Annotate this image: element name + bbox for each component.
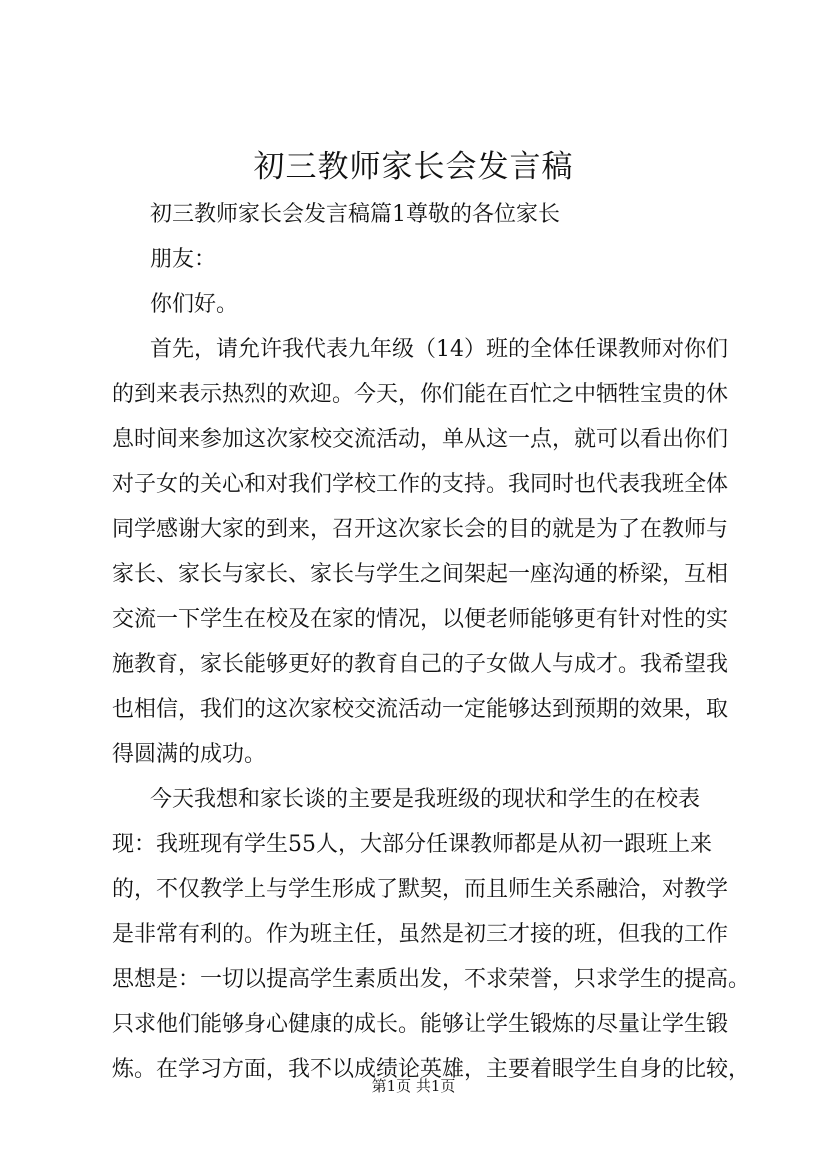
body-line: 得圆满的成功。	[112, 742, 267, 767]
body-line: 的到来表示热烈的欢迎。今天，你们能在百忙之中牺牲宝贵的休	[112, 382, 729, 407]
body-line: 你们好。	[150, 292, 239, 317]
body-line: 息时间来参加这次家校交流活动，单从这一点，就可以看出你们	[112, 427, 729, 452]
body-line: 是非常有利的。作为班主任，虽然是初三才接的班，但我的工作	[112, 922, 729, 947]
body-line: 现：我班现有学生55人，大部分任课教师都是从初一跟班上来	[112, 832, 712, 857]
page-number-footer: 第1页 共1页	[371, 1077, 456, 1095]
body-line: 今天我想和家长谈的主要是我班级的现状和学生的在校表	[150, 787, 701, 812]
body-line: 朋友：	[150, 247, 217, 272]
body-line: 施教育，家长能够更好的教育自己的子女做人与成才。我希望我	[112, 652, 729, 677]
body-line: 首先，请允许我代表九年级（14）班的全体任课教师对你们	[150, 337, 728, 362]
body-line: 也相信，我们的这次家校交流活动一定能够达到预期的效果，取	[112, 697, 729, 722]
body-line: 家长、家长与家长、家长与学生之间架起一座沟通的桥梁，互相	[112, 562, 729, 587]
body-line: 对子女的关心和对我们学校工作的支持。我同时也代表我班全体	[112, 472, 729, 497]
body-line: 的，不仅教学上与学生形成了默契，而且师生关系融洽，对教学	[112, 877, 729, 902]
body-line: 思想是：一切以提高学生素质出发，不求荣誉，只求学生的提高。	[112, 967, 751, 992]
document-body	[112, 192, 751, 1092]
body-line: 同学感谢大家的到来，召开这次家长会的目的就是为了在教师与	[112, 517, 729, 542]
body-line: 交流一下学生在校及在家的情况，以便老师能够更有针对性的实	[112, 607, 729, 632]
document-title: 初三教师家长会发言稿	[253, 149, 574, 185]
body-line: 初三教师家长会发言稿篇1尊敬的各位家长	[150, 202, 560, 227]
body-line: 炼。在学习方面，我不以成绩论英雄，主要着眼学生自身的比较，	[112, 1057, 751, 1082]
body-line: 只求他们能够身心健康的成长。能够让学生锻炼的尽量让学生锻	[112, 1012, 729, 1037]
